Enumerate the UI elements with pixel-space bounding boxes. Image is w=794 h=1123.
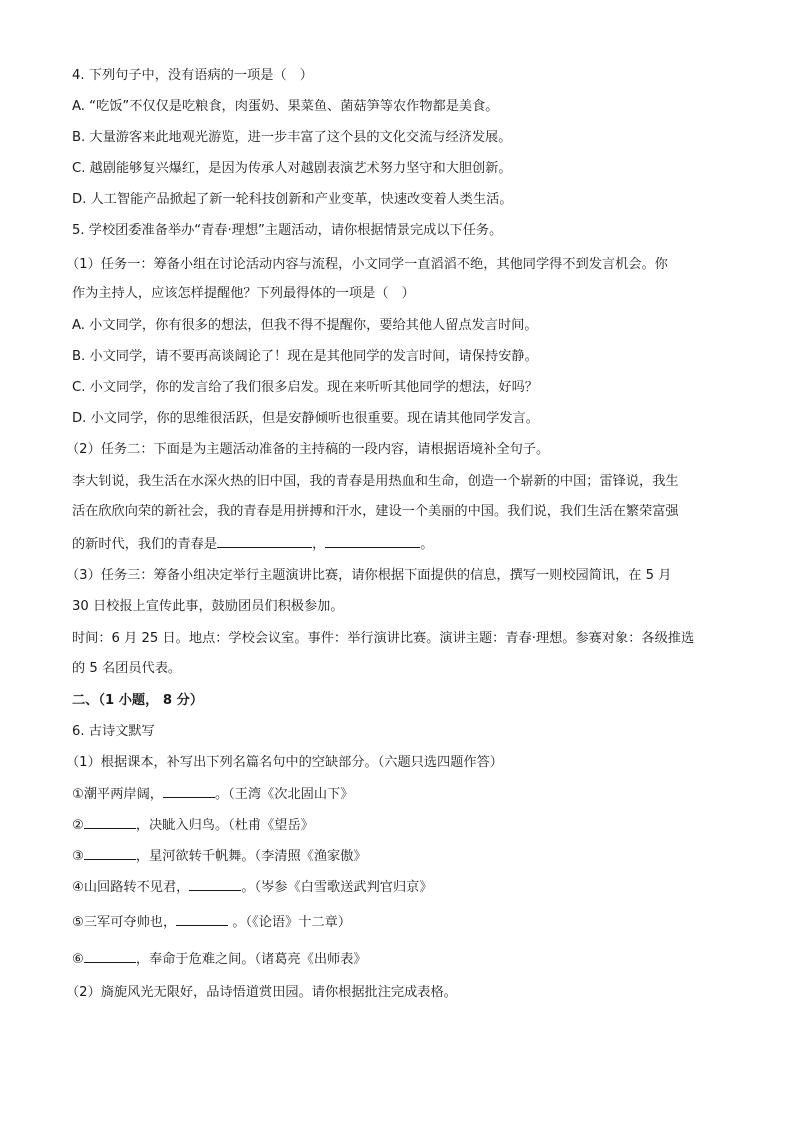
- q6-item-1: [72, 785, 732, 804]
- item-text-after: ，星河欲转千帆舞。（李清照《渔家傲》: [135, 849, 367, 864]
- q5-task2-line3-sep: ，: [312, 537, 326, 552]
- q4-option-b: B. 大量游客来此地观光游览，进一步丰富了这个县的文化交流与经济发展。: [72, 130, 512, 145]
- item-text-before: 三军可夺帅也，: [83, 915, 177, 930]
- q5-task2-line3: [72, 535, 732, 554]
- q5-task2-line3-prefix: 的新时代，我们的青春是: [72, 537, 218, 552]
- q6-part2-title: （2）旖旎风光无限好，品诗悟道赏田园。请你根据批注完成表格。: [66, 985, 457, 1000]
- q4-option-d: D. 人工智能产品掀起了新一轮科技创新和产业变革，快速改变着人类生活。: [72, 192, 513, 207]
- answer-blank[interactable]: [163, 785, 215, 798]
- q6-item-4: [72, 878, 732, 897]
- q4-option-c: C. 越剧能够复兴爆红，是因为传承人对越剧表演艺术努力坚守和大胆创新。: [72, 161, 512, 176]
- q5-task1-option-b: B. 小文同学，请不要再高谈阔论了！现在是其他同学的发言时间，请保持安静。: [72, 349, 538, 364]
- item-marker: ④: [72, 880, 84, 895]
- q4-option-a: A. “吃饭”不仅仅是吃粮食，肉蛋奶、果菜鱼、菌菇笋等农作物都是美食。: [72, 99, 499, 114]
- item-marker: ⑤: [72, 915, 84, 930]
- q5-task2-line1: 李大钊说，我生活在水深火热的旧中国，我的青春是用热血和生命，创造一个崭新的中国；雷锋说，我生: [72, 474, 679, 489]
- q5-task2-line3-end: 。: [420, 537, 434, 552]
- q5-task1-line2: 作为主持人，应该怎样提醒他？下列最得体的一项是（ ）: [72, 286, 415, 301]
- item-text-after: 。（岑参《白雪歌送武判官归京》: [241, 880, 433, 895]
- q5-task1-option-a: A. 小文同学，你有很多的想法，但我不得不提醒你，要给其他人留点发言时间。: [72, 318, 538, 333]
- q6-item-3: [72, 847, 732, 866]
- q5-stem: 5. 学校团委准备举办“青春·理想”主题活动，请你根据情景完成以下任务。: [72, 223, 503, 238]
- answer-blank-1[interactable]: [217, 535, 312, 548]
- item-text-before: 潮平两岸阔，: [83, 787, 163, 802]
- q5-task1-option-c: C. 小文同学，你的发言给了我们很多启发。现在来听听其他同学的想法，好吗？: [72, 380, 538, 395]
- item-text-before: 山回路转不见君，: [83, 880, 190, 895]
- item-marker: ①: [72, 787, 84, 802]
- answer-blank[interactable]: [176, 913, 228, 926]
- q4-stem: 4. 下列句子中，没有语病的一项是（ ）: [72, 68, 313, 83]
- answer-blank-2[interactable]: [325, 535, 420, 548]
- item-marker: ③: [72, 849, 84, 864]
- item-marker: ⑥: [72, 952, 84, 967]
- section-2-heading: 二、（1 小题， 8 分）: [72, 693, 204, 708]
- q5-task3-info-line2: 的 5 名团员代表。: [72, 661, 182, 676]
- q5-task3-info-line1: 时间：6 月 25 日。地点：学校会议室。事件：举行演讲比赛。演讲主题：青春·理想。参赛对象：各级推选: [72, 631, 695, 646]
- item-marker: ②: [72, 818, 84, 833]
- answer-blank[interactable]: [84, 950, 136, 963]
- q5-task1-line1: （1）任务一：筹备小组在讨论活动内容与流程，小文同学一直滔滔不绝，其他同学得不到发言机会。你: [66, 257, 668, 272]
- answer-blank[interactable]: [84, 816, 136, 829]
- answer-blank[interactable]: [189, 878, 241, 891]
- q5-task3-line1: （3）任务三：筹备小组决定举行主题演讲比赛，请你根据下面提供的信息，撰写一则校园简讯，在 5 月: [66, 568, 672, 583]
- item-text-after: 。（《论语》十二章）: [228, 915, 352, 930]
- item-text-after: 。（王湾《次北固山下》: [214, 787, 354, 802]
- q6-item-6: [72, 950, 732, 969]
- q6-part1-title: （1）根据课本，补写出下列名篇名句中的空缺部分。（六题只选四题作答）: [66, 755, 503, 770]
- q6-stem: 6. 古诗文默写: [72, 724, 155, 739]
- item-text-after: ，决眦入归鸟。（杜甫《望岳》: [135, 818, 314, 833]
- q6-item-2: [72, 816, 732, 835]
- q5-task1-option-d: D. 小文同学，你的思维很活跃，但是安静倾听也很重要。现在请其他同学发言。: [72, 411, 539, 426]
- q5-task2-line2: 活在欣欣向荣的新社会，我的青春是用拼搏和汗水，建设一个美丽的中国。我们说，我们生活在繁荣富强: [72, 504, 679, 519]
- q6-item-5: [72, 913, 732, 932]
- item-text-after: ，奉命于危难之间。（诸葛亮《出师表》: [135, 952, 367, 967]
- answer-blank[interactable]: [84, 847, 136, 860]
- q5-task2-title: （2）任务二：下面是为主题活动准备的主持稿的一段内容，请根据语境补全句子。: [66, 442, 550, 457]
- q5-task3-line2: 30 日校报上宣传此事，鼓励团员们积极参加。: [72, 599, 344, 614]
